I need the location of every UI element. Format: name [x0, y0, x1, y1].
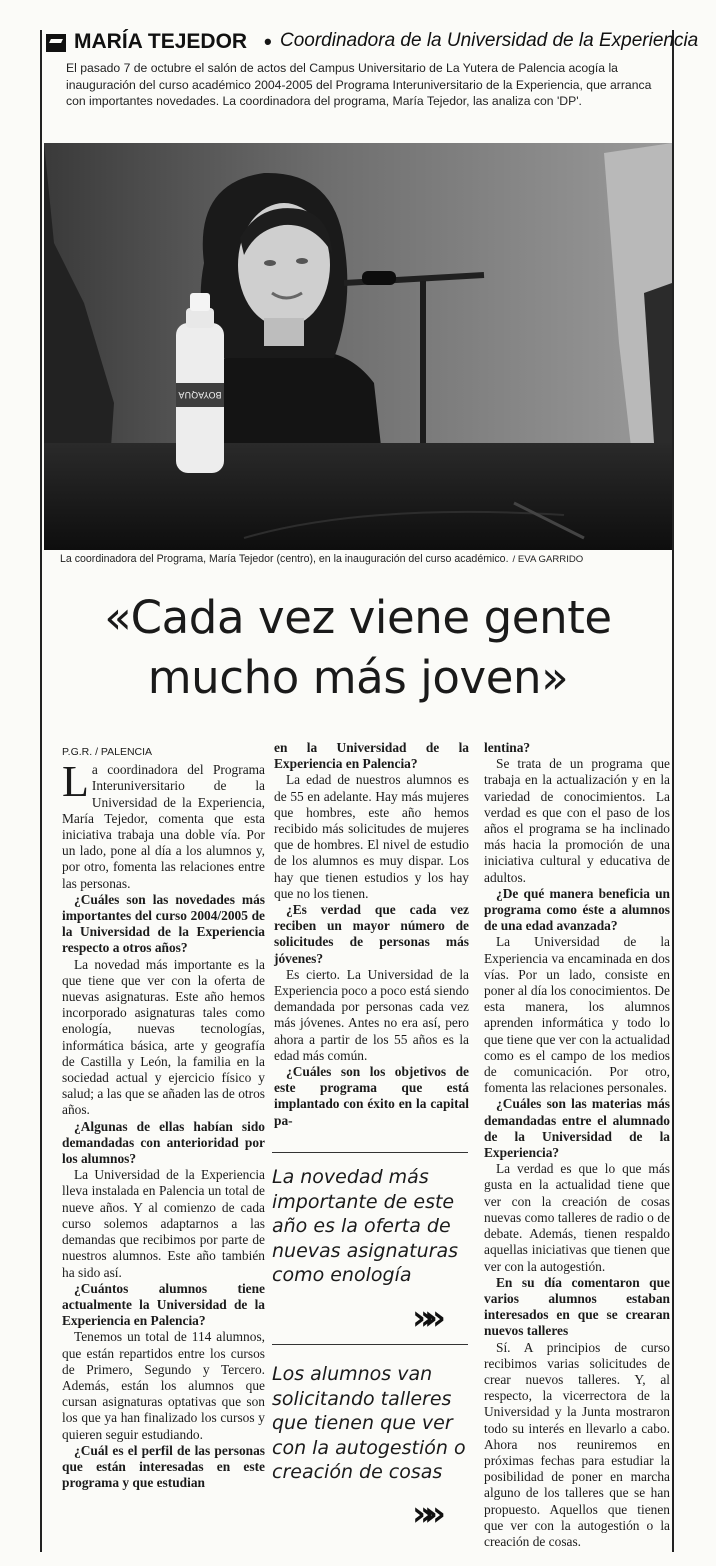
pullquote-2: Los alumnos van solicitando talleres que tienen que ver con la autogestión o creación de cosas: [272, 1363, 466, 1484]
lead-text: a coordinadora del Programa Interuniversitario de la Universidad de la Experiencia, María Tejedor, comenta que esta iniciativa trabaja una doble vía. Por un lado, pone al día a los alumnos y, por otro, fomenta las relaciones entre las personas.: [62, 762, 265, 891]
photo-credit: / EVA GARRIDO: [512, 554, 584, 565]
answer-4: La edad de nuestros alumnos es de 55 en adelante. Hay más mujeres que hombres, este año hemos recibido más solicitudes de mujeres que de hombres. El nivel de estudio de los alumnos es muy dispar. Los hay que tienen estudios y los hay que no los tienen.: [274, 772, 469, 901]
article-column-1: [62, 744, 265, 1491]
page-border-left: [40, 30, 42, 1552]
quote-marker-2-icon: »»: [412, 1494, 436, 1534]
question-1: ¿Cuáles son las novedades más importantes del curso 2004/2005 de la Universidad de la Experiencia respecto a otros años?: [62, 891, 265, 956]
header-bar: [44, 28, 699, 58]
question-4-start: ¿Cuál es el perfil de las personas que están interesadas en este programa y que estudian: [62, 1442, 265, 1491]
article-column-3: [484, 740, 670, 1550]
question-8: ¿Cuáles son las materias más demandadas entre el alumnado de la Universidad de la Experiencia?: [484, 1096, 670, 1161]
interviewee-name: MARÍA TEJEDOR: [74, 30, 248, 53]
caption-text: La coordinadora del Programa, María Tejedor (centro), en la inauguración del curso académico.: [60, 553, 509, 565]
question-5: ¿Es verdad que cada vez reciben un mayor número de solicitudes de personas más jóvenes?: [274, 902, 469, 966]
section-marker-icon: [46, 34, 66, 52]
question-4-end: en la Universidad de la Experiencia en Palencia?: [274, 740, 469, 772]
answer-3: Tenemos un total de 114 alumnos, que están repartidos entre los cursos de Primero, Segundo y Tercero. Además, están los alumnos que cursan asignaturas optativas que son los que ya han finalizado los cursos y quieren seguir estudiando.: [62, 1329, 265, 1442]
page-border-right: [672, 30, 674, 1552]
byline: P.G.R. / PALENCIA: [62, 746, 153, 758]
photo-illustration: [44, 143, 672, 550]
question-7: ¿De qué manera beneficia un programa como éste a alumnos de una edad avanzada?: [484, 885, 670, 934]
bottle-label: BOYAQUA: [178, 389, 222, 399]
header-separator: •: [264, 29, 272, 54]
article-column-2: [274, 740, 469, 1129]
photo-caption: [60, 553, 660, 565]
answer-2: La Universidad de la Experiencia lleva instalada en Palencia un total de nueve años. Y al comienzo de cada curso solemos adaptarnos a las demandas que recibimos por parte de nuestros alumnos. Este año también ha sido así.: [62, 1167, 265, 1280]
intro-paragraph: El pasado 7 de octubre el salón de actos del Campus Universitario de La Yutera de Palencia acogía la inauguración del curso académico 2004-2005 del Programa Interuniversitario de la Experiencia, que arranca con importantes novedades. La coordinadora del programa, María Tejedor, las analiza con 'DP'.: [66, 61, 652, 109]
lead-paragraph: [62, 757, 265, 892]
answer-1: La novedad más importante es la que tiene que ver con la oferta de nuevas asignaturas. Este año hemos incorporado asignaturas tales como enología, nuevas tecnologías, informática básica, arte y geografía de Castilla y León, la familia en la sociedad actual y ejercicio físico y salud; a las que se añaden las de otros años.: [62, 956, 265, 1118]
question-6-end: lentina?: [484, 740, 531, 755]
answer-5: Es cierto. La Universidad de la Experiencia poco a poco está siendo demandada por personas cada vez más jóvenes. Antes no era así, pero ahora a partir de los 55 años es la edad más común.: [274, 966, 469, 1063]
dropcap: L: [62, 757, 89, 807]
question-9: En su día comentaron que varios alumnos estaban interesados en que se crearan nuevos talleres: [484, 1274, 670, 1339]
pullquote-1: La novedad más importante de este año es la oferta de nuevas asignaturas como enología: [272, 1166, 459, 1287]
interviewee-role: Coordinadora de la Universidad de la Experiencia: [280, 30, 699, 51]
answer-8: La verdad es que lo que más gusta en la actualidad tiene que ver con la creación de cosas nuevas como talleres de radio o de debate. Además, tienen respaldo aquellas iniciativas que tienen que ver con la autogestión.: [484, 1161, 670, 1274]
headline-line-1: «Cada vez viene gente: [104, 591, 612, 644]
quote-marker-1-icon: »»: [412, 1298, 436, 1338]
answer-7: La Universidad de la Experiencia va encaminada en dos vías. Por un lado, consiste en poner al día los conocimientos. De esta manera, los alumnos aprenden informática y todo lo que tiene que ver con la actualidad como es el campo de los medios de comunicación. Por otro, fomenta las relaciones personales.: [484, 934, 670, 1096]
headline-line-2: mucho más joven»: [147, 651, 569, 704]
question-6-start: ¿Cuáles son los objetivos de este programa que está implantado con éxito en la capital pa-: [274, 1064, 469, 1128]
article-photo: [44, 143, 672, 550]
answer-9: Sí. A principios de curso recibimos varias solicitudes de crear nuevos talleres. Y, al respecto, la vicerrectora de la Universidad y la Junta mostraron todo su interés en llevarlo a cabo. Ahora nos reuniremos en próximas fechas para estudiar la posibilidad de poner en marcha alguno de los talleres que se han propuesto. Aquellos que tienen que ver con la autogestión o la creación de cosas.: [484, 1339, 670, 1549]
pullquote-rule-top: [272, 1152, 468, 1153]
pullquote-rule-middle: [272, 1344, 468, 1345]
answer-6: Se trata de un programa que trabaja en la actualización y en la variedad de conocimientos. La verdad es que con el paso de los años el programa se ha inclinado más hacia la promoción de una iniciativa cultural y educativa de adultos.: [484, 756, 670, 885]
headline: [44, 588, 672, 708]
question-3: ¿Cuántos alumnos tiene actualmente la Universidad de la Experiencia en Palencia?: [62, 1280, 265, 1329]
question-2: ¿Algunas de ellas habían sido demandadas con anterioridad por los alumnos?: [62, 1118, 265, 1167]
